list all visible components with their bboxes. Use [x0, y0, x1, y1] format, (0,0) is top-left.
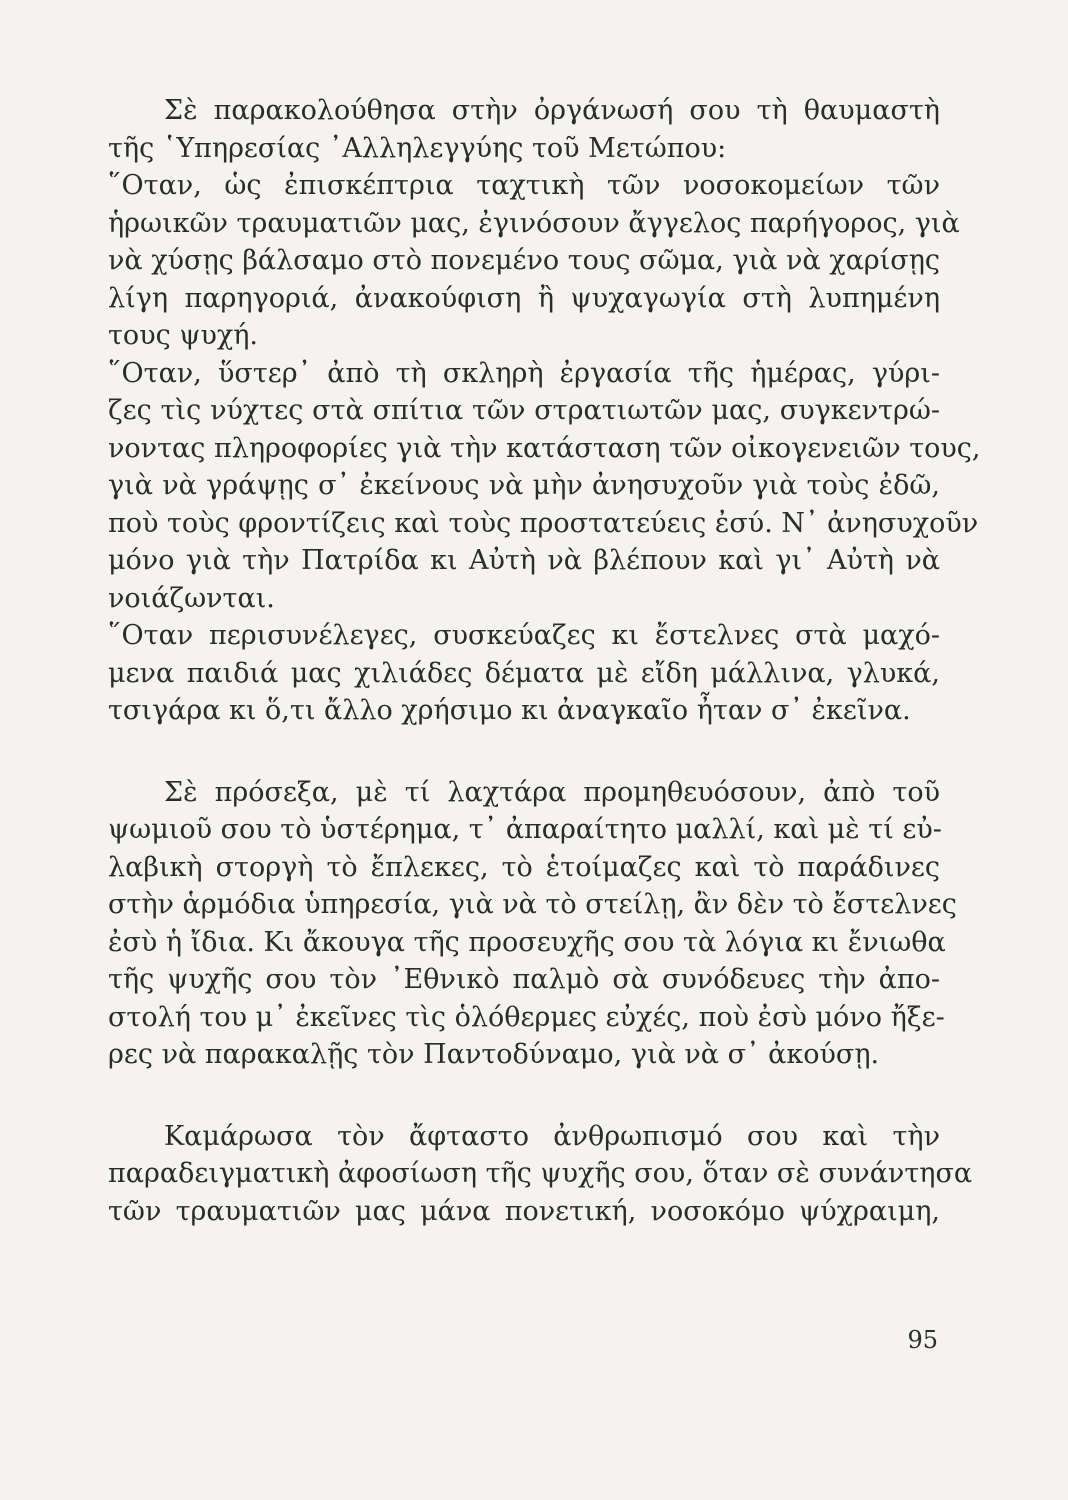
text-line: στολή του μ᾿ ἐκεῖνες τὶς ὁλόθερμες εὐχές, ποὺ ἐσὺ μόνο ἤξε- — [108, 1001, 945, 1033]
page-body — [108, 92, 981, 1230]
paragraph-5 — [108, 774, 957, 1074]
text-line: μόνο γιὰ τὴν Πατρίδα κι Αὐτὴ νὰ βλέπουν καὶ γι᾿ Αὐτὴ νὰ — [108, 545, 940, 576]
text-line: ἐσὺ ἡ ἴδια. Κι ἄκουγα τῆς προσευχῆς σου τὰ λόγια κι ἔνιωθα — [108, 926, 946, 958]
text-line: Σὲ πρόσεξα, μὲ τί λαχτάρα προμηθευόσουν, ἀπὸ τοῦ — [164, 776, 940, 808]
text-line: ψωμιοῦ σου τὸ ὑστέρημα, τ᾿ ἀπαραίτητο μαλλί, καὶ μὲ τί εὐ- — [108, 814, 942, 845]
paragraph-gap — [108, 1074, 940, 1118]
paragraph-2 — [108, 167, 960, 355]
text-line: ῞Οταν περισυνέλεγες, συσκεύαζες κι ἔστελνες στὰ μαχό- — [108, 620, 940, 651]
page-number: 95 — [907, 1326, 938, 1354]
text-line: λαβικὴ στοργὴ τὸ ἔπλεκες, τὸ ἑτοίμαζες καὶ τὸ παράδινες — [108, 851, 940, 883]
text-line: τῆς ῾Υπηρεσίας ᾿Αλληλεγγύης τοῦ Μετώπου: — [108, 132, 727, 164]
paragraph-gap — [108, 730, 940, 774]
text-line: ἡρωικῶν τραυματιῶν μας, ἐγινόσουν ἄγγελος παρήγορος, γιὰ — [108, 207, 960, 239]
text-line: τῶν τραυματιῶν μας μάνα πονετική, νοσοκόμο ψύχραιμη, — [108, 1195, 940, 1227]
text-line: λίγη παρηγοριά, ἀνακούφιση ἢ ψυχαγωγία στὴ λυπημένη — [108, 282, 940, 314]
text-line: νὰ χύσῃς βάλσαμο στὸ πονεμένο τους σῶμα, γιὰ νὰ χαρίσῃς — [108, 245, 940, 276]
text-line: ῞Οταν, ὕστερ᾿ ἀπὸ τὴ σκληρὴ ἐργασία τῆς ἡμέρας, γύρι- — [108, 357, 940, 389]
paragraph-6 — [108, 1118, 973, 1231]
text-line: νοντας πληροφορίες γιὰ τὴν κατάσταση τῶν οἰκογενειῶν τους, — [108, 432, 981, 464]
text-line: τσιγάρα κι ὅ,τι ἄλλο χρήσιμο κι ἀναγκαῖο ἦταν σ᾿ ἐκεῖνα. — [108, 695, 911, 726]
text-line: μενα παιδιά μας χιλιάδες δέματα μὲ εἴδη μάλλινα, γλυκά, — [108, 657, 940, 689]
text-line: γιὰ νὰ γράψῃς σ᾿ ἐκείνους νὰ μὴν ἀνησυχοῦν γιὰ τοὺς ἐδῶ, — [108, 470, 940, 501]
text-line: στὴν ἁρμόδια ὑπηρεσία, γιὰ νὰ τὸ στείλῃ, ἂν δὲν τὸ ἔστελνες — [108, 889, 957, 920]
text-line: ποὺ τοὺς φροντίζεις καὶ τοὺς προστατεύεις ἐσύ. Ν᾿ ἀνησυχοῦν — [108, 507, 979, 539]
text-line: Καμάρωσα τὸν ἄφταστο ἀνθρωπισμό σου καὶ τὴν — [164, 1120, 940, 1152]
text-line: τῆς ψυχῆς σου τὸν ᾿Εθνικὸ παλμὸ σὰ συνόδευες τὴν ἀπο- — [108, 964, 940, 995]
text-line: παραδειγματικὴ ἀφοσίωση τῆς ψυχῆς σου, ὅταν σὲ συνάντησα — [108, 1158, 973, 1189]
text-line: ρες νὰ παρακαλῇς τὸν Παντοδύναμο, γιὰ νὰ σ᾿ ἀκούσῃ. — [108, 1039, 880, 1070]
text-line: τους ψυχή. — [108, 320, 259, 351]
text-line: ζες τὶς νύχτες στὰ σπίτια τῶν στρατιωτῶν μας, συγκεντρώ- — [108, 395, 940, 426]
text-line: Σὲ παρακολούθησα στὴν ὀργάνωσή σου τὴ θαυμαστὴ — [164, 95, 940, 126]
paragraph-1 — [108, 92, 940, 167]
text-line: ῞Οταν, ὡς ἐπισκέπτρια ταχτικὴ τῶν νοσοκομείων τῶν — [108, 170, 940, 201]
paragraph-3 — [108, 355, 981, 618]
paragraph-4 — [108, 617, 940, 730]
text-line: νοιάζωνται. — [108, 582, 275, 614]
